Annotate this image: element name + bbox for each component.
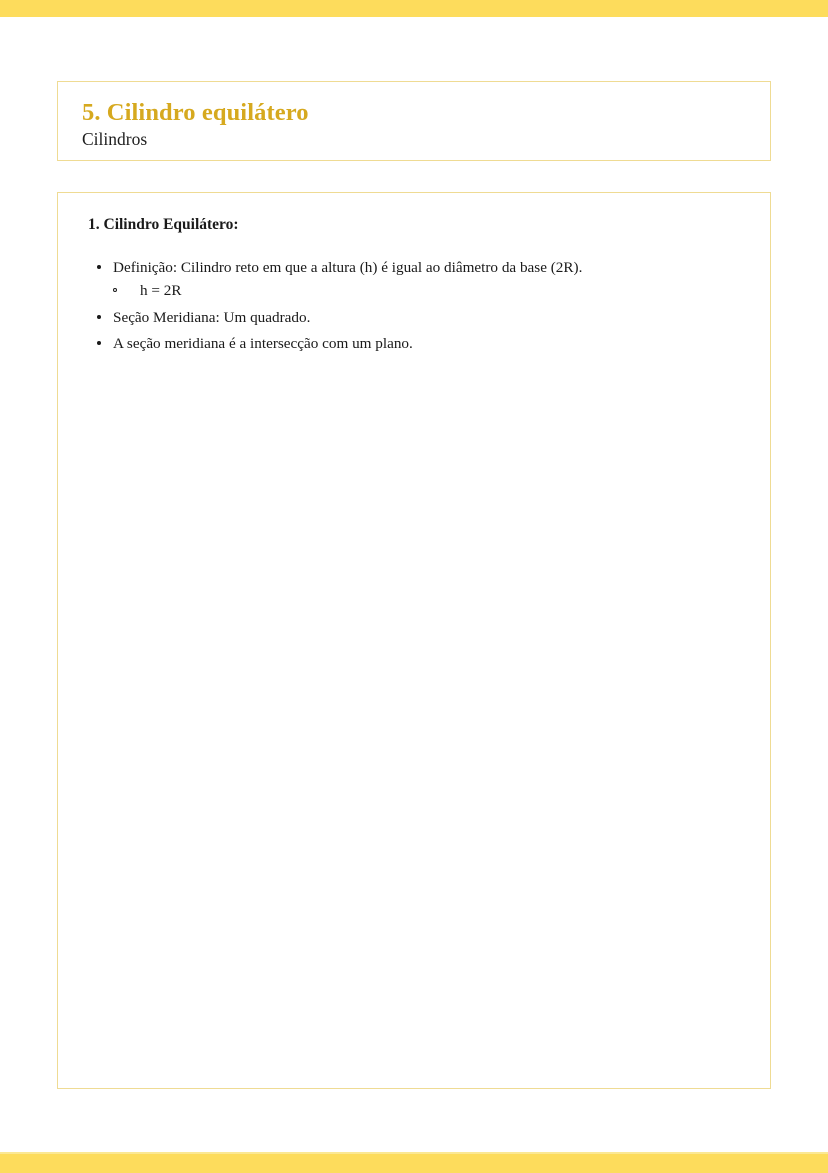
- list-item: [84, 256, 770, 303]
- list-item: [84, 306, 770, 329]
- list-item-text: A seção meridiana é a intersecção com um plano.: [113, 335, 413, 353]
- bullet-disc-icon: [97, 341, 101, 345]
- list-item-text: Seção Meridiana: Um quadrado.: [113, 308, 311, 326]
- list-item-text: Definição: Cilindro reto em que a altura (h) é igual ao diâmetro da base (2R).: [113, 259, 583, 277]
- bottom-accent-band: [0, 1152, 828, 1173]
- sub-list-item-text: h = 2R: [140, 282, 182, 300]
- bullet-list: [84, 256, 770, 355]
- bullet-disc-icon: [97, 265, 101, 269]
- sub-list-item: [113, 279, 770, 303]
- top-accent-band: [0, 0, 828, 17]
- sub-bullet-list: [113, 279, 770, 303]
- page-title: 5. Cilindro equilátero: [82, 99, 309, 126]
- bullet-circle-icon: [113, 288, 117, 292]
- list-item: [84, 332, 770, 355]
- section-heading: 1. Cilindro Equilátero:: [88, 216, 239, 233]
- bullet-disc-icon: [97, 315, 101, 319]
- page-subtitle: Cilindros: [82, 128, 148, 149]
- content-card: [57, 192, 771, 1089]
- title-card: [57, 81, 771, 161]
